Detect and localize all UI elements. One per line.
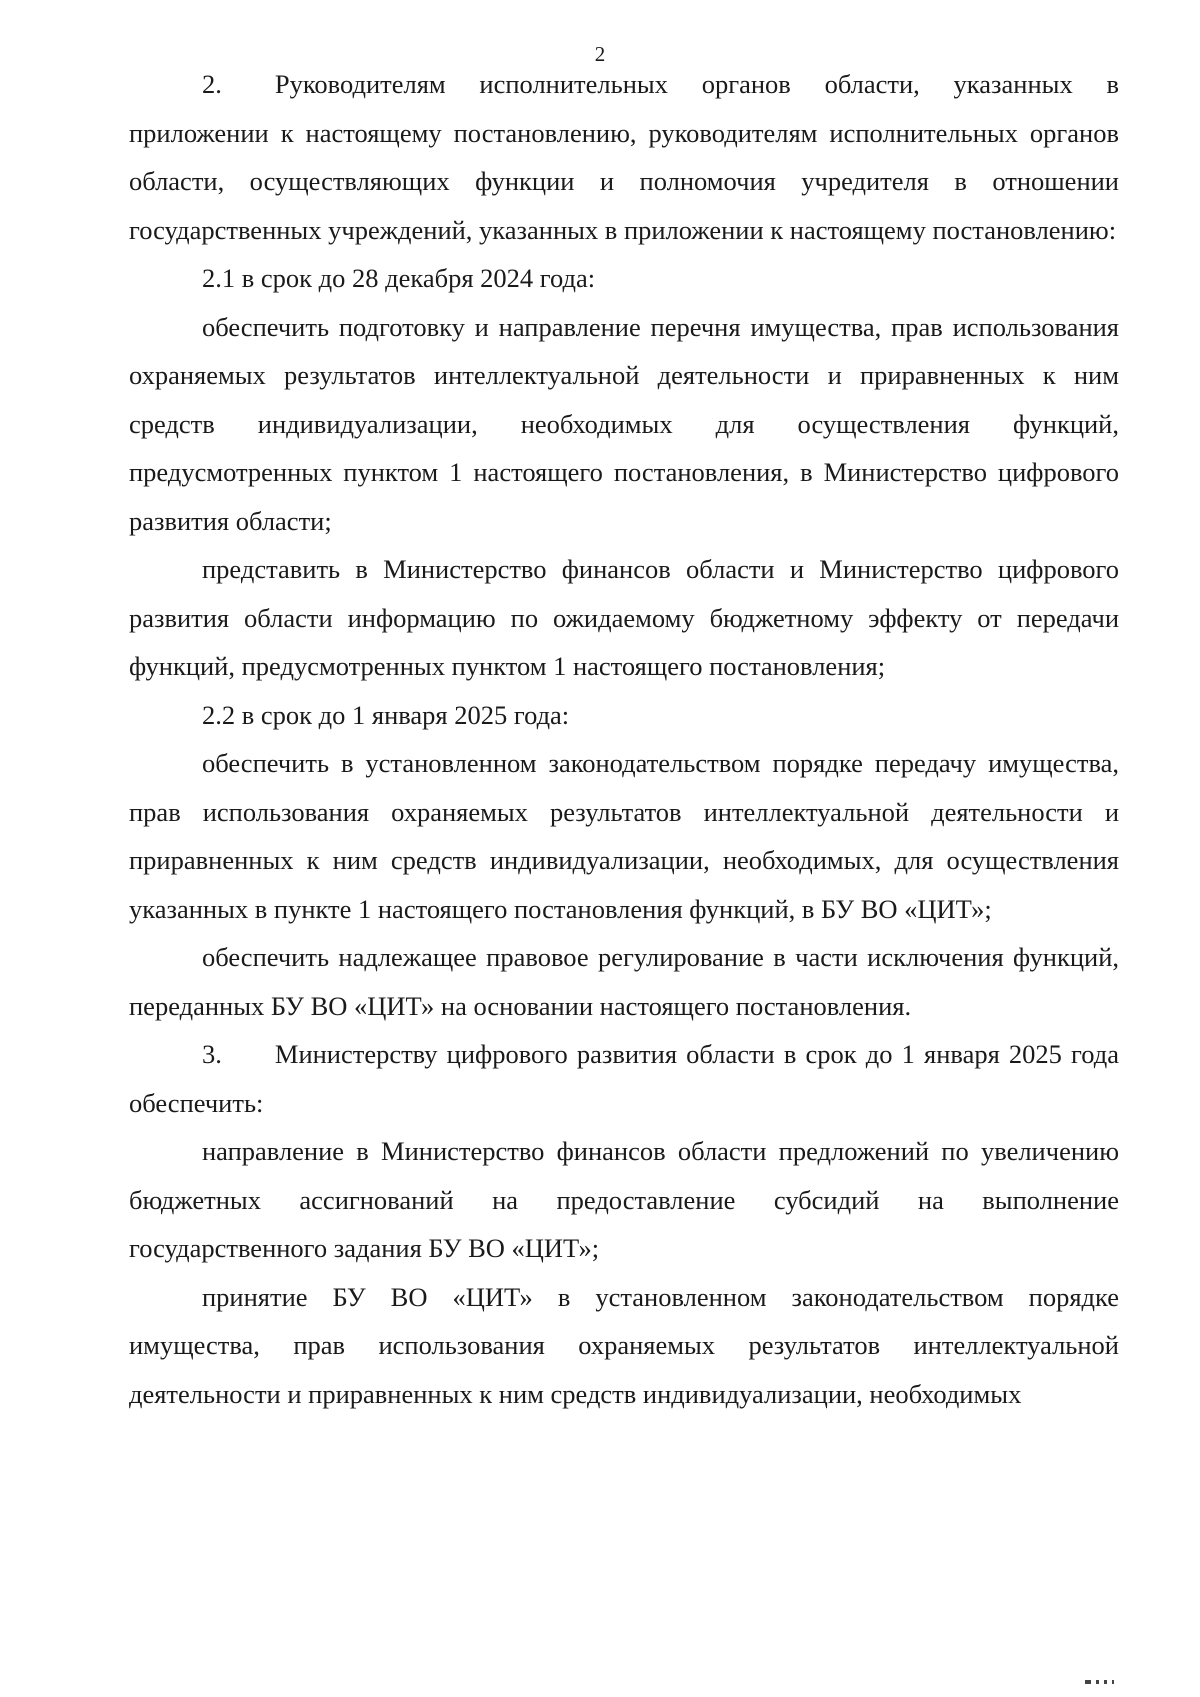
paragraph-2-1: 2.1 в срок до 28 декабря 2024 года: bbox=[202, 263, 596, 293]
scan-mark bbox=[1096, 1680, 1099, 1684]
paragraph-2: 2. Руководителям исполнительных органов области, указанных в приложении к настоящему постановлению, руководителям исполнительных органов области, осуществляющих функции и полномочия учредителя в отношении государственных учреждений, указанных в приложении к настоящему постановлению: bbox=[129, 69, 1119, 245]
paragraph-3: 3. Министерству цифрового развития области в срок до 1 января 2025 года обеспечить: bbox=[129, 1039, 1119, 1118]
paragraph-2-2-item-2: обеспечить надлежащее правовое регулирование в части исключения функций, переданных БУ ВО «ЦИТ» на основании настоящего постановления. bbox=[129, 942, 1119, 1021]
scan-mark bbox=[1104, 1680, 1107, 1684]
scan-mark bbox=[1085, 1680, 1091, 1684]
scan-mark bbox=[1112, 1680, 1114, 1684]
paragraph-2-1-item-2: представить в Министерство финансов области и Министерство цифрового развития области информацию по ожидаемому бюджетному эффекту от передачи функций, предусмотренных пунктом 1 настоящего постановления; bbox=[129, 554, 1119, 681]
paragraph-3-item-2: принятие БУ ВО «ЦИТ» в установленном законодательством порядке имущества, прав использования охраняемых результатов интеллектуальной деятельности и приравненных к ним средств индивидуализации, необходимых bbox=[129, 1281, 1119, 1409]
document-body bbox=[129, 60, 1119, 1418]
paragraph-3-item-1: направление в Министерство финансов области предложений по увеличению бюджетных ассигнований на предоставление субсидий на выполнение государственного задания БУ ВО «ЦИТ»; bbox=[129, 1136, 1119, 1263]
paragraph-2-1-item-1: обеспечить подготовку и направление перечня имущества, прав использования охраняемых результатов интеллектуальной деятельности и приравненных к ним средств индивидуализации, необходимых для осуществления функций, предусмотренных пунктом 1 настоящего постановления, в Министерство цифрового развития области; bbox=[129, 311, 1119, 536]
paragraph-2-2-item-1: обеспечить в установленном законодательством порядке передачу имущества, прав использования охраняемых результатов интеллектуальной деятельности и приравненных к ним средств индивидуализации, необходимых, для осуществления указанных в пункте 1 настоящего постановления функций, в БУ ВО «ЦИТ»; bbox=[129, 748, 1119, 924]
page-number: 2 bbox=[594, 42, 606, 66]
paragraph-2-2: 2.2 в срок до 1 января 2025 года: bbox=[202, 699, 570, 730]
